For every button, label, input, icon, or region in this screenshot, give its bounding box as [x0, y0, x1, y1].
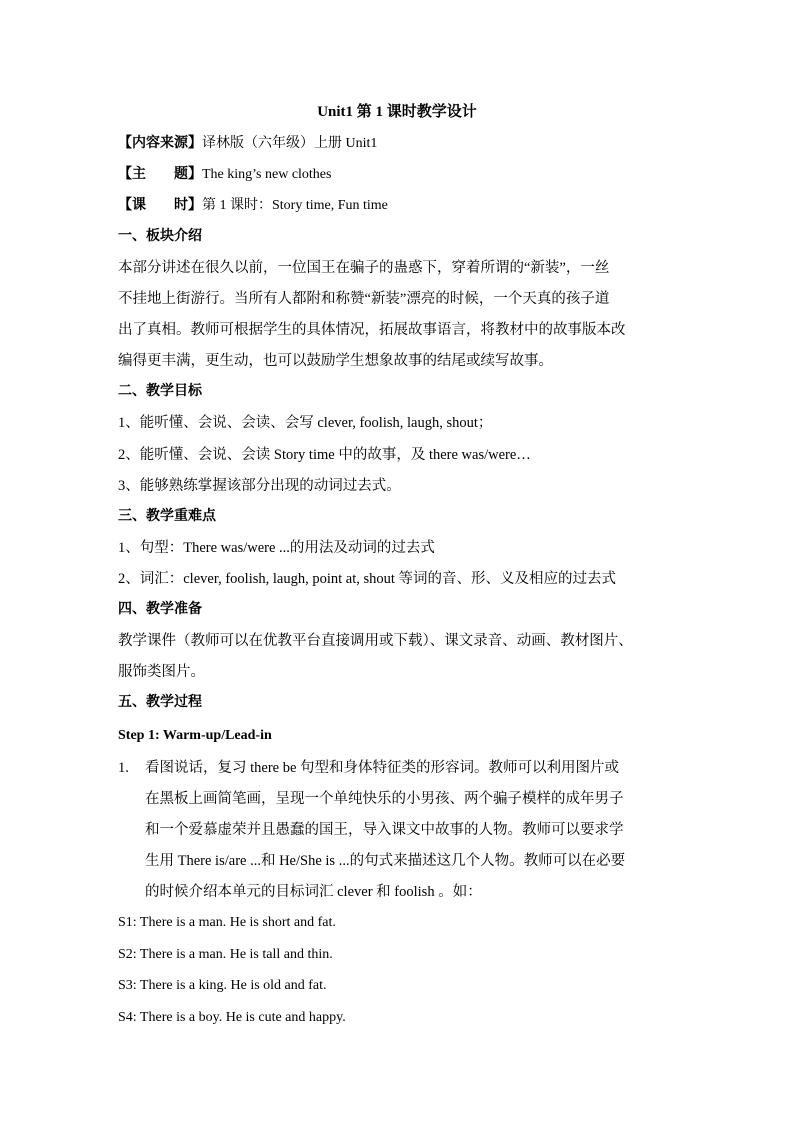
step1-line: 的时候介绍本单元的目标词汇 clever 和 foolish 。如： — [145, 884, 482, 900]
example-line: S1: There is a man. He is short and fat. — [118, 915, 336, 930]
section-heading-intro: 一、板块介绍 — [118, 229, 202, 244]
meta-topic-value: The king’s new clothes — [202, 167, 332, 182]
meta-period-label: 【课 时】 — [118, 198, 202, 213]
section-heading-objectives: 二、教学目标 — [118, 384, 202, 399]
step1-line: 看图说话，复习 there be 句型和身体特征类的形容词。教师可以利用图片或 — [145, 760, 620, 776]
section-heading-preparation: 四、教学准备 — [118, 602, 202, 617]
step1-line: 生用 There is/are ...和 He/She is ...的句式来描述这几个人物。教师可以在必要 — [145, 853, 626, 869]
intro-line: 不挂地上街游行。当所有人都附和称赞“新装”漂亮的时候，一个天真的孩子道 — [118, 291, 610, 307]
meta-source-label: 【内容来源】 — [118, 136, 202, 151]
meta-period-value: 第 1 课时：Story time, Fun time — [202, 198, 388, 213]
meta-topic — [118, 166, 331, 184]
intro-line: 编得更丰满，更生动，也可以鼓励学生想象故事的结尾或续写故事。 — [118, 353, 553, 369]
objective-line: 2、能听懂、会说、会读 Story time 中的故事，及 there was/were… — [118, 447, 531, 463]
step1-number: 1. — [118, 760, 129, 776]
intro-line: 出了真相。教师可根据学生的具体情况，拓展故事语言，将教材中的故事版本改 — [118, 322, 626, 338]
step1-line: 和一个爱慕虚荣并且愚蠢的国王，导入课文中故事的人物。教师可以要求学 — [145, 822, 624, 838]
section-heading-process: 五、教学过程 — [118, 695, 202, 710]
meta-topic-label: 【主 题】 — [118, 167, 202, 182]
section-heading-key-points: 三、教学重难点 — [118, 509, 216, 524]
step1-line: 在黑板上画简笔画，呈现一个单纯快乐的小男孩、两个骗子模样的成年男子 — [145, 791, 624, 807]
preparation-line: 教学课件（教师可以在优教平台直接调用或下载）、课文录音、动画、教材图片、 — [118, 633, 633, 649]
intro-line: 本部分讲述在很久以前，一位国王在骗子的蛊惑下，穿着所谓的“新装”，一丝 — [118, 260, 610, 276]
document-title: Unit1 第 1 课时教学设计 — [317, 104, 477, 120]
objective-line: 1、能听懂、会说、会读、会写 clever, foolish, laugh, shout； — [118, 415, 493, 431]
preparation-line: 服饰类图片。 — [118, 664, 205, 680]
example-line: S2: There is a man. He is tall and thin. — [118, 947, 333, 962]
meta-period — [118, 197, 388, 215]
example-line: S3: There is a king. He is old and fat. — [118, 978, 327, 993]
key-point-line: 2、词汇：clever, foolish, laugh, point at, shout 等词的音、形、义及相应的过去式 — [118, 571, 617, 587]
step1-heading: Step 1: Warm-up/Lead-in — [118, 728, 272, 743]
meta-source — [118, 135, 377, 153]
key-point-line: 1、句型：There was/were ...的用法及动词的过去式 — [118, 540, 435, 556]
objective-line: 3、能够熟练掌握该部分出现的动词过去式。 — [118, 478, 401, 494]
meta-source-value: 译林版（六年级）上册 Unit1 — [202, 136, 378, 151]
example-line: S4: There is a boy. He is cute and happy. — [118, 1010, 346, 1025]
